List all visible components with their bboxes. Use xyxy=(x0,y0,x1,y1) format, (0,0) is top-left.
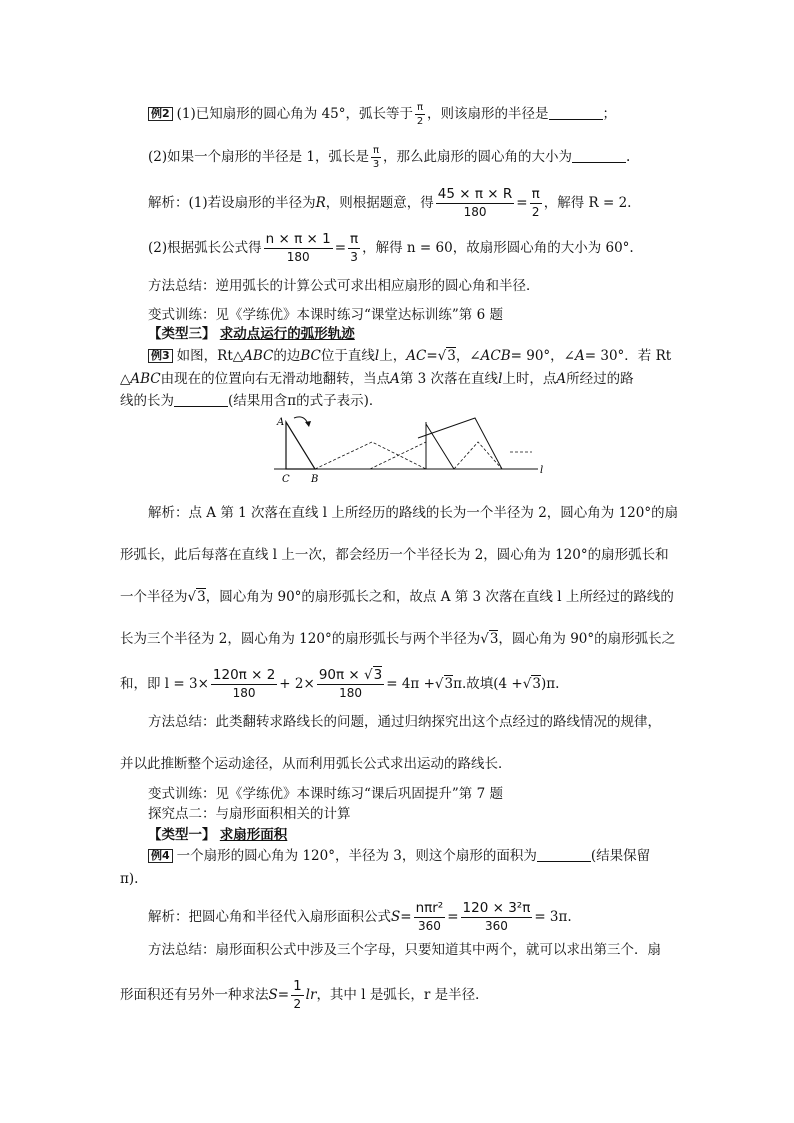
example-badge: 例3 xyxy=(148,349,173,363)
ex4-method-2: 形面积还有另外一种求法S= $\frac{1}{2}$ lr，其中 l 是弧长，r 是半径． xyxy=(120,978,489,1011)
triangle-abc xyxy=(286,422,315,469)
rolling-triangle-figure xyxy=(270,412,560,492)
ex2-solution-1: 解析：(1)若设扇形的半径为R，则根据题意，得 $\frac{45 \times \pi \times R}{180}$ = $\frac{\pi}{2}$ ，解得 R = 2. xyxy=(148,186,632,219)
ex2-variant-training: 变式训练：见《学练优》本课时练习“课堂达标训练”第 6 题 xyxy=(148,307,503,323)
example-badge: 例2 xyxy=(148,107,173,121)
fraction: $\frac{\pi}{2}$ xyxy=(531,186,540,219)
ex2-question-1: 例2 (1)已知扇形的圆心角为 45°，弧长等于 $\frac{\pi}{2}$ ，则该扇形的半径是 ； xyxy=(148,101,616,128)
fraction: $\frac{90\pi \times √3}{180}$ xyxy=(318,667,383,700)
answer-blank[interactable] xyxy=(549,107,603,120)
ex3-line-1: 例3 如图，Rt△ABC的边BC位于直线l上，AC=√3，∠ACB= 90°，∠A= 30°．若 Rt xyxy=(148,348,671,364)
fraction: $\frac{120\pi \times 2}{180}$ xyxy=(212,667,276,700)
fraction: $\frac{\pi}{2}$ xyxy=(416,102,424,127)
fraction: $\frac{\pi}{3}$ xyxy=(350,231,359,264)
ex4-solution: 解析：把圆心角和半径代入扇形面积公式S= $\frac{\text{nπr²}}{360}$ = $\frac{\text{120 × 3²π}}{360}$ = 3π. xyxy=(148,900,572,933)
type3-heading: 【类型三】 求动点运行的弧形轨迹 xyxy=(148,326,355,342)
rotation-arrow-head xyxy=(305,421,311,427)
label-B: B xyxy=(311,474,319,485)
path-dashed-2 xyxy=(370,442,426,469)
ex3-line-3: 线的长为 (结果用含π的式子表示)． xyxy=(120,393,383,409)
label-l: l xyxy=(540,465,544,476)
ex3-solution-2: 形弧长，此后每落在直线 l 上一次，都会经历一个半径长为 2，圆心角为 120°的扇形弧长和 xyxy=(120,547,669,563)
ex3-method-1: 方法总结：此类翻转求路线长的问题，通过归纳探究出这个点经过的路线情况的规律， xyxy=(148,714,661,730)
fraction: $\frac{n \times \pi \times 1}{180}$ xyxy=(265,231,331,264)
ex3-variant-training: 变式训练：见《学练优》本课时练习“课后巩固提升”第 7 题 xyxy=(148,786,503,802)
ex3-solution-3: 一个半径为√3，圆心角为 90°的扇形弧长之和，故点 A 第 3 次落在直线 l 上所经过的路线的 xyxy=(120,589,674,605)
example-badge: 例4 xyxy=(148,849,173,863)
fraction: $\frac{\pi}{3}$ xyxy=(372,145,380,170)
ex3-solution-1: 解析：点 A 第 1 次落在直线 l 上所经历的路线的长为一个半径为 2，圆心角为 120°的扇 xyxy=(148,505,679,521)
ex2-solution-2: (2)根据弧长公式得 $\frac{n \times \pi \times 1}{180}$ = $\frac{\pi}{3}$ ，解得 n = 60，故扇形圆心角的大小为 60°. xyxy=(148,231,634,264)
answer-blank[interactable] xyxy=(174,394,228,407)
label-A: A xyxy=(277,417,285,428)
fraction: $\frac{\text{nπr²}}{360}$ xyxy=(415,900,444,933)
ex4-method-1: 方法总结：扇形面积公式中涉及三个字母，只要知道其中两个，就可以求出第三个．扇 xyxy=(148,942,661,958)
ex2-method-summary: 方法总结：逆用弧长的计算公式可求出相应扇形的圆心角和半径． xyxy=(148,278,540,294)
label-C: C xyxy=(282,474,290,485)
fraction: $\frac{\text{120 × 3²π}}{360}$ xyxy=(462,900,531,933)
answer-blank[interactable] xyxy=(572,150,626,163)
ex3-solution-5: 和，即 l = 3× $\frac{120\pi \times 2}{180}$ + 2× $\frac{90\pi \times √3}{180}$ = 4π +√3π.故填(4 +√3)π. xyxy=(120,667,560,700)
ex4-line-2: π). xyxy=(120,871,139,887)
explore-point-2: 探究点二：与扇形面积相关的计算 xyxy=(148,806,351,822)
fraction: $\frac{1}{2}$ xyxy=(293,978,302,1011)
fraction: $\frac{45 \times \pi \times R}{180}$ xyxy=(437,186,513,219)
answer-blank[interactable] xyxy=(537,849,591,862)
ex2-question-2: (2)如果一个扇形的半径是 1，弧长是 $\frac{\pi}{3}$ ，那么此扇形的圆心角的大小为 . xyxy=(148,145,631,170)
path-dashed xyxy=(315,442,426,469)
ex4-line-1: 例4 一个扇形的圆心角为 120°，半径为 3，则这个扇形的面积为 (结果保留 xyxy=(148,848,650,864)
type1-heading: 【类型一】 求扇形面积 xyxy=(148,827,288,843)
ex3-line-2: △ABC由现在的位置向右无滑动地翻转，当点A第 3 次落在直线l上时，点A所经过的路 xyxy=(120,371,634,387)
path-solid-3 xyxy=(418,418,502,469)
ex3-method-2: 并以此推断整个运动途径，从而利用弧长公式求出运动的路线长． xyxy=(120,756,512,772)
ex3-solution-4: 长为三个半径为 2，圆心角为 120°的扇形弧长与两个半径为√3，圆心角为 90°的扇形弧长之 xyxy=(120,631,676,647)
